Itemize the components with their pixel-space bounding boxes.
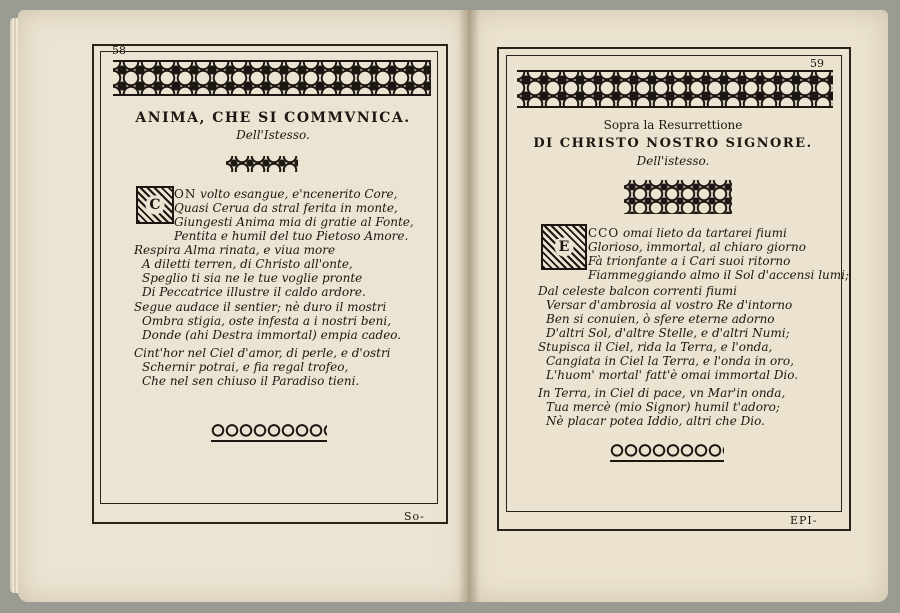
- left-line-5: Respira Alma rinata, e viua more: [134, 243, 336, 257]
- left-line-14: Che nel sen chiuso il Paradiso tieni.: [142, 374, 360, 388]
- right-line-14: Nè placar potea Iddio, altri che Dio.: [546, 414, 765, 428]
- right-line-4: Fiammeggiando almo il Sol d'accensi lumi;: [588, 268, 850, 282]
- right-catchword: EPI-: [790, 514, 818, 527]
- right-tailpiece-ornament: [610, 444, 724, 462]
- left-subtitle: Dell'Istesso.: [236, 128, 310, 142]
- left-line-1: ON volto esangue, e'ncenerito Core,: [174, 187, 398, 201]
- right-page-number: 59: [810, 57, 824, 70]
- left-line-7: Speglio ti sia ne le tue voglie pronte: [142, 271, 363, 285]
- left-line-6: A diletti terren, di Christo all'onte,: [142, 257, 353, 271]
- left-line-12: Cint'hor nel Ciel d'amor, di perle, e d'ostri: [134, 346, 391, 360]
- left-stanza-2: [134, 243, 434, 299]
- right-line-7: Ben si conuien, ò sfere eterne adorno: [546, 312, 775, 326]
- book-gutter: [458, 10, 480, 602]
- left-catchword: So-: [404, 510, 425, 523]
- right-title: DI CHRISTO NOSTRO SIGNORE.: [533, 136, 813, 151]
- left-line-13: Schernir potrai, e fia regal trofeo,: [142, 360, 349, 374]
- left-line-4: Pentita e humil del tuo Pietoso Amore.: [174, 229, 409, 243]
- left-line-11: Donde (ahi Destra immortal) empia cadeo.: [142, 328, 402, 342]
- right-line-5: Dal celeste balcon correnti fiumi: [538, 284, 737, 298]
- left-initial-letter: C: [136, 186, 174, 224]
- right-line-13: Tua mercè (mio Signor) humil t'adoro;: [546, 400, 780, 414]
- left-page-number: 58: [112, 44, 126, 57]
- left-line-10: Ombra stigia, oste infesta a i nostri beni,: [142, 314, 392, 328]
- right-heading-small: Sopra la Resurrettione: [603, 118, 743, 132]
- right-line-2: Glorioso, immortal, al chiaro giorno: [588, 240, 806, 254]
- right-subtitle: Dell'istesso.: [636, 154, 710, 168]
- left-sonnet: [174, 187, 434, 243]
- right-stanza-2: [538, 284, 838, 340]
- left-line-8: Di Peccatrice illustre il caldo ardore.: [142, 285, 366, 299]
- right-stanza-4: [538, 386, 838, 428]
- right-line-1: CCO omai lieto da tartarei fiumi: [588, 226, 787, 240]
- left-title: ANIMA, CHE SI COMMVNICA.: [135, 110, 411, 126]
- right-stanza-3: [538, 340, 838, 382]
- right-headpiece-ornament: [517, 70, 833, 108]
- left-stanza-4: [134, 346, 434, 388]
- left-tailpiece-ornament: [211, 424, 327, 442]
- left-line-2: Quasi Cerua da stral ferita in monte,: [174, 201, 398, 215]
- right-ornament-small: [624, 180, 732, 214]
- right-line-3: Fà trionfante a i Cari suoi ritorno: [588, 254, 791, 268]
- left-line-3: Giungesti Anima mia di gratie al Fonte,: [174, 215, 414, 229]
- right-line-8: D'altri Sol, d'altre Stelle, e d'altri Numi;: [546, 326, 790, 340]
- right-initial-letter: E: [541, 224, 587, 270]
- left-stanza-3: [134, 300, 434, 342]
- left-line-9: Segue audace il sentier; nè duro il mostri: [134, 300, 387, 314]
- right-sonnet: [588, 226, 850, 282]
- right-line-9: Stupisca il Ciel, rida la Terra, e l'onda,: [538, 340, 773, 354]
- right-line-12: In Terra, in Ciel di pace, vn Mar'in onda,: [538, 386, 786, 400]
- left-headpiece-ornament: [113, 60, 431, 96]
- right-line-10: Cangiata in Ciel la Terra, e l'onda in oro,: [546, 354, 794, 368]
- right-line-11: L'huom' mortal' fatt'è omai immortal Dio.: [546, 368, 799, 382]
- right-line-6: Versar d'ambrosia al vostro Re d'intorno: [546, 298, 793, 312]
- left-ornament-small: [226, 156, 298, 172]
